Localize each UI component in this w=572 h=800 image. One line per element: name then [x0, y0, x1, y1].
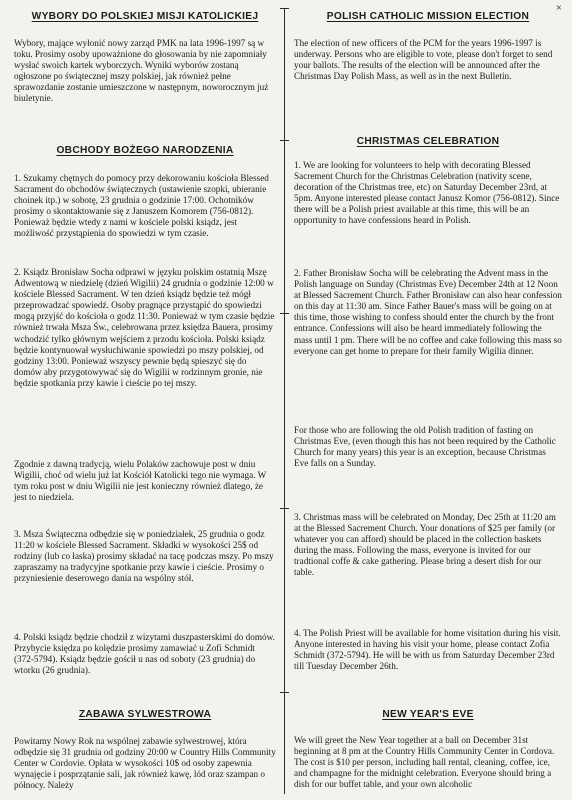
- english-tradition-text: For those who are following the old Polish tradition of fasting on Christmas Eve, (even though this has not been required by the Catholic Church for many years) this year is an exception, because Christmas Eve falls on a Sunday.: [294, 425, 556, 469]
- polish-christmas-item-1: 1. Szukamy chętnych do pomocy przy dekorowaniu kościoła Blessed Sacrament do obchodów świątecznych (ustawienie szopki, ubieranie choinek itp.) w sobotę, 23 grudnia o godzinie 17:00. Ochotników prosimy o skontaktowanie się z Januszem Komorem (756-0812). Ponieważ będzie wtedy z nami w kościele polski ksiądz, jest możliwość przystąpienia do spowiedzi w tym czasie.: [14, 173, 269, 239]
- english-christmas-item-1: 1. We are looking for volunteers to help with decorating Blessed Sacrement Church for the Christmas Celebration (nativity scene, decoration of the Christmas tree, etc) on Saturday December 23rd, at 5pm. Anyone interested please contact Janusz Komor (756-0812). Since there will be a Polish priest available at this time, this will be an opportunity to have confessions heard in Polish.: [294, 160, 560, 226]
- column-divider: [284, 8, 285, 794]
- english-election-text: The election of new officers of the PCM for the years 1996-1997 is underway. Persons who are eligible to vote, please don't forget to send your ballots. The results of the election will be announced after the Christmas Day Polish Mass, as well as in the next Bulletin.: [294, 38, 553, 82]
- divider-tick: [280, 313, 289, 314]
- polish-christmas-item-3: 3. Msza Świąteczna odbędzie się w poniedziałek, 25 grudnia o godz 11:20 w kościele Blessed Sacrament. Składki w wysokości 25$ od rodziny (lub co łaska) prosimy składać na tacę podczas mszy. Po mszy zapraszamy na tradycyjne spotkanie przy kawie i cieście. Prosimy o przyniesienie deserowego dania na wspólny stół.: [14, 529, 274, 584]
- english-christmas-item-4: 4. The Polish Priest will be available for home visitation during his visit. Anyone interested in having his visit your home, please contact Zofia Schmidt (372-5794). He will be with us from Saturday December 23rd till Tuesday December 26th.: [294, 628, 561, 672]
- english-new-year-heading: NEW YEAR'S EVE: [382, 709, 474, 720]
- polish-new-year-heading: ZABAWA SYLWESTROWA: [78, 709, 212, 720]
- english-christmas-item-2: 2. Father Bronisław Socha will be celebrating the Advent mass in the Polish language on Sunday (Christmas Eve) December 24th at 12 Noon at Blessed Sacrement Church. Father Bronisław can also hear confession on this day at 11:30 am. Since Father Bauer's mass will be going on at this time, those wishing to confess should enter the church by the front entrance. Confessions will also be heard immediately following the mass until 1 pm. There will be no coffee and cake following this mass so everyone can get home to prepare for their family Wigilia dinner.: [294, 268, 562, 356]
- corner-mark: ×: [555, 2, 562, 14]
- polish-christmas-heading: OBCHODY BOŻEGO NARODZENIA: [56, 145, 234, 156]
- polish-christmas-item-4: 4. Polski ksiądz będzie chodził z wizytami duszpasterskimi do domów. Przybycie księdza po kolędzie prosimy zamawiać u Zofi Schmidt (372-5794). Ksiądz będzie gościł u nas od soboty (23 grudnia) do wtorku (26 grudnia).: [14, 632, 275, 676]
- divider-tick: [280, 692, 289, 693]
- polish-tradition-text: Zgodnie z dawną tradycją, wielu Polaków zachowuje post w dniu Wigilii, choć od wielu już lat Kościół Katolicki tego nie wymaga. W tym roku post w dniu Wigilii nie jest konieczny również dlatego, że jest to niedziela.: [14, 459, 267, 503]
- english-election-heading: POLISH CATHOLIC MISSION ELECTION: [326, 11, 530, 22]
- polish-christmas-item-2: 2. Ksiądz Bronisław Socha odprawi w języku polskim ostatnią Mszę Adwentową w niedzielę (dzień Wigilii) 24 grudnia o godzinie 12:00 w kościele Blessed Sacrament. W ten dzień ksiądz będzie też mógł przeprowadzać spowiedź. Osoby pragnące przystąpić do spowiedzi mogą przyjść do kościoła o godz 11:30. Ponieważ w tym czasie będzie również trwała Msza Św., celebrowana przez księdza Bauera, prosimy wchodzić tylko głównym wejściem z przodu kościoła. Polski ksiądz będzie kontynuował wysłuchiwanie spowiedzi po mszy polskiej, od godziny 13:00. Ponieważ wszyscy pewnie będą spieszyć się do domów aby przygotowywać się do Wigilii w rodzinnym gronie, nie będzie spotkania przy kawie i cieście po tej mszy.: [14, 267, 275, 388]
- divider-tick: [280, 508, 289, 509]
- english-christmas-heading: CHRISTMAS CELEBRATION: [356, 136, 500, 147]
- polish-election-heading: WYBORY DO POLSKIEJ MISJI KATOLICKIEJ: [31, 11, 259, 22]
- english-new-year-text: We will greet the New Year together at a ball on December 31st beginning at 8 pm at the Country Hills Community Center in Cordova. The cost is $10 per person, including hall rental, cleaning, coffee, ice, and champagne for the midnight celebration. Everyone should bring a dish for our buffet table, and your own alcoholic: [294, 735, 555, 790]
- polish-election-text: Wybory, mające wyłonić nowy zarząd PMK na lata 1996-1997 są w toku. Prosimy osoby upoważnione do głosowania by nie zapomniały wysłać swoich kartek wyborczych. Wyniki wyborów zostaną ogłoszone po świątecznej mszy polskiej, jak również pełne sprawozdanie zostanie umieszczone w następnym, noworocznym już biuletynie.: [14, 38, 269, 104]
- polish-new-year-text: Powitamy Nowy Rok na wspólnej zabawie sylwestrowej, która odbędzie się 31 grudnia od godziny 20:00 w Country Hills Community Center w Cordovie. Opłata w wysokości 10$ od osoby zapewnia wynajęcie i posprzątanie sali, jak również kawę, lód oraz szampan o północy. Należy: [14, 736, 276, 791]
- divider-tick: [280, 140, 289, 141]
- divider-tick: [280, 8, 289, 9]
- english-christmas-item-3: 3. Christmas mass will be celebrated on Monday, Dec 25th at 11:20 am at the Blessed Sacrement Church. Your donations of $25 per family (or whatever you can afford) should be placed in the collection baskets during the mass. Following the mass, everyone is invited for our tradtional coffe & cake gathering. Please bring a desert dish for our table.: [294, 512, 556, 578]
